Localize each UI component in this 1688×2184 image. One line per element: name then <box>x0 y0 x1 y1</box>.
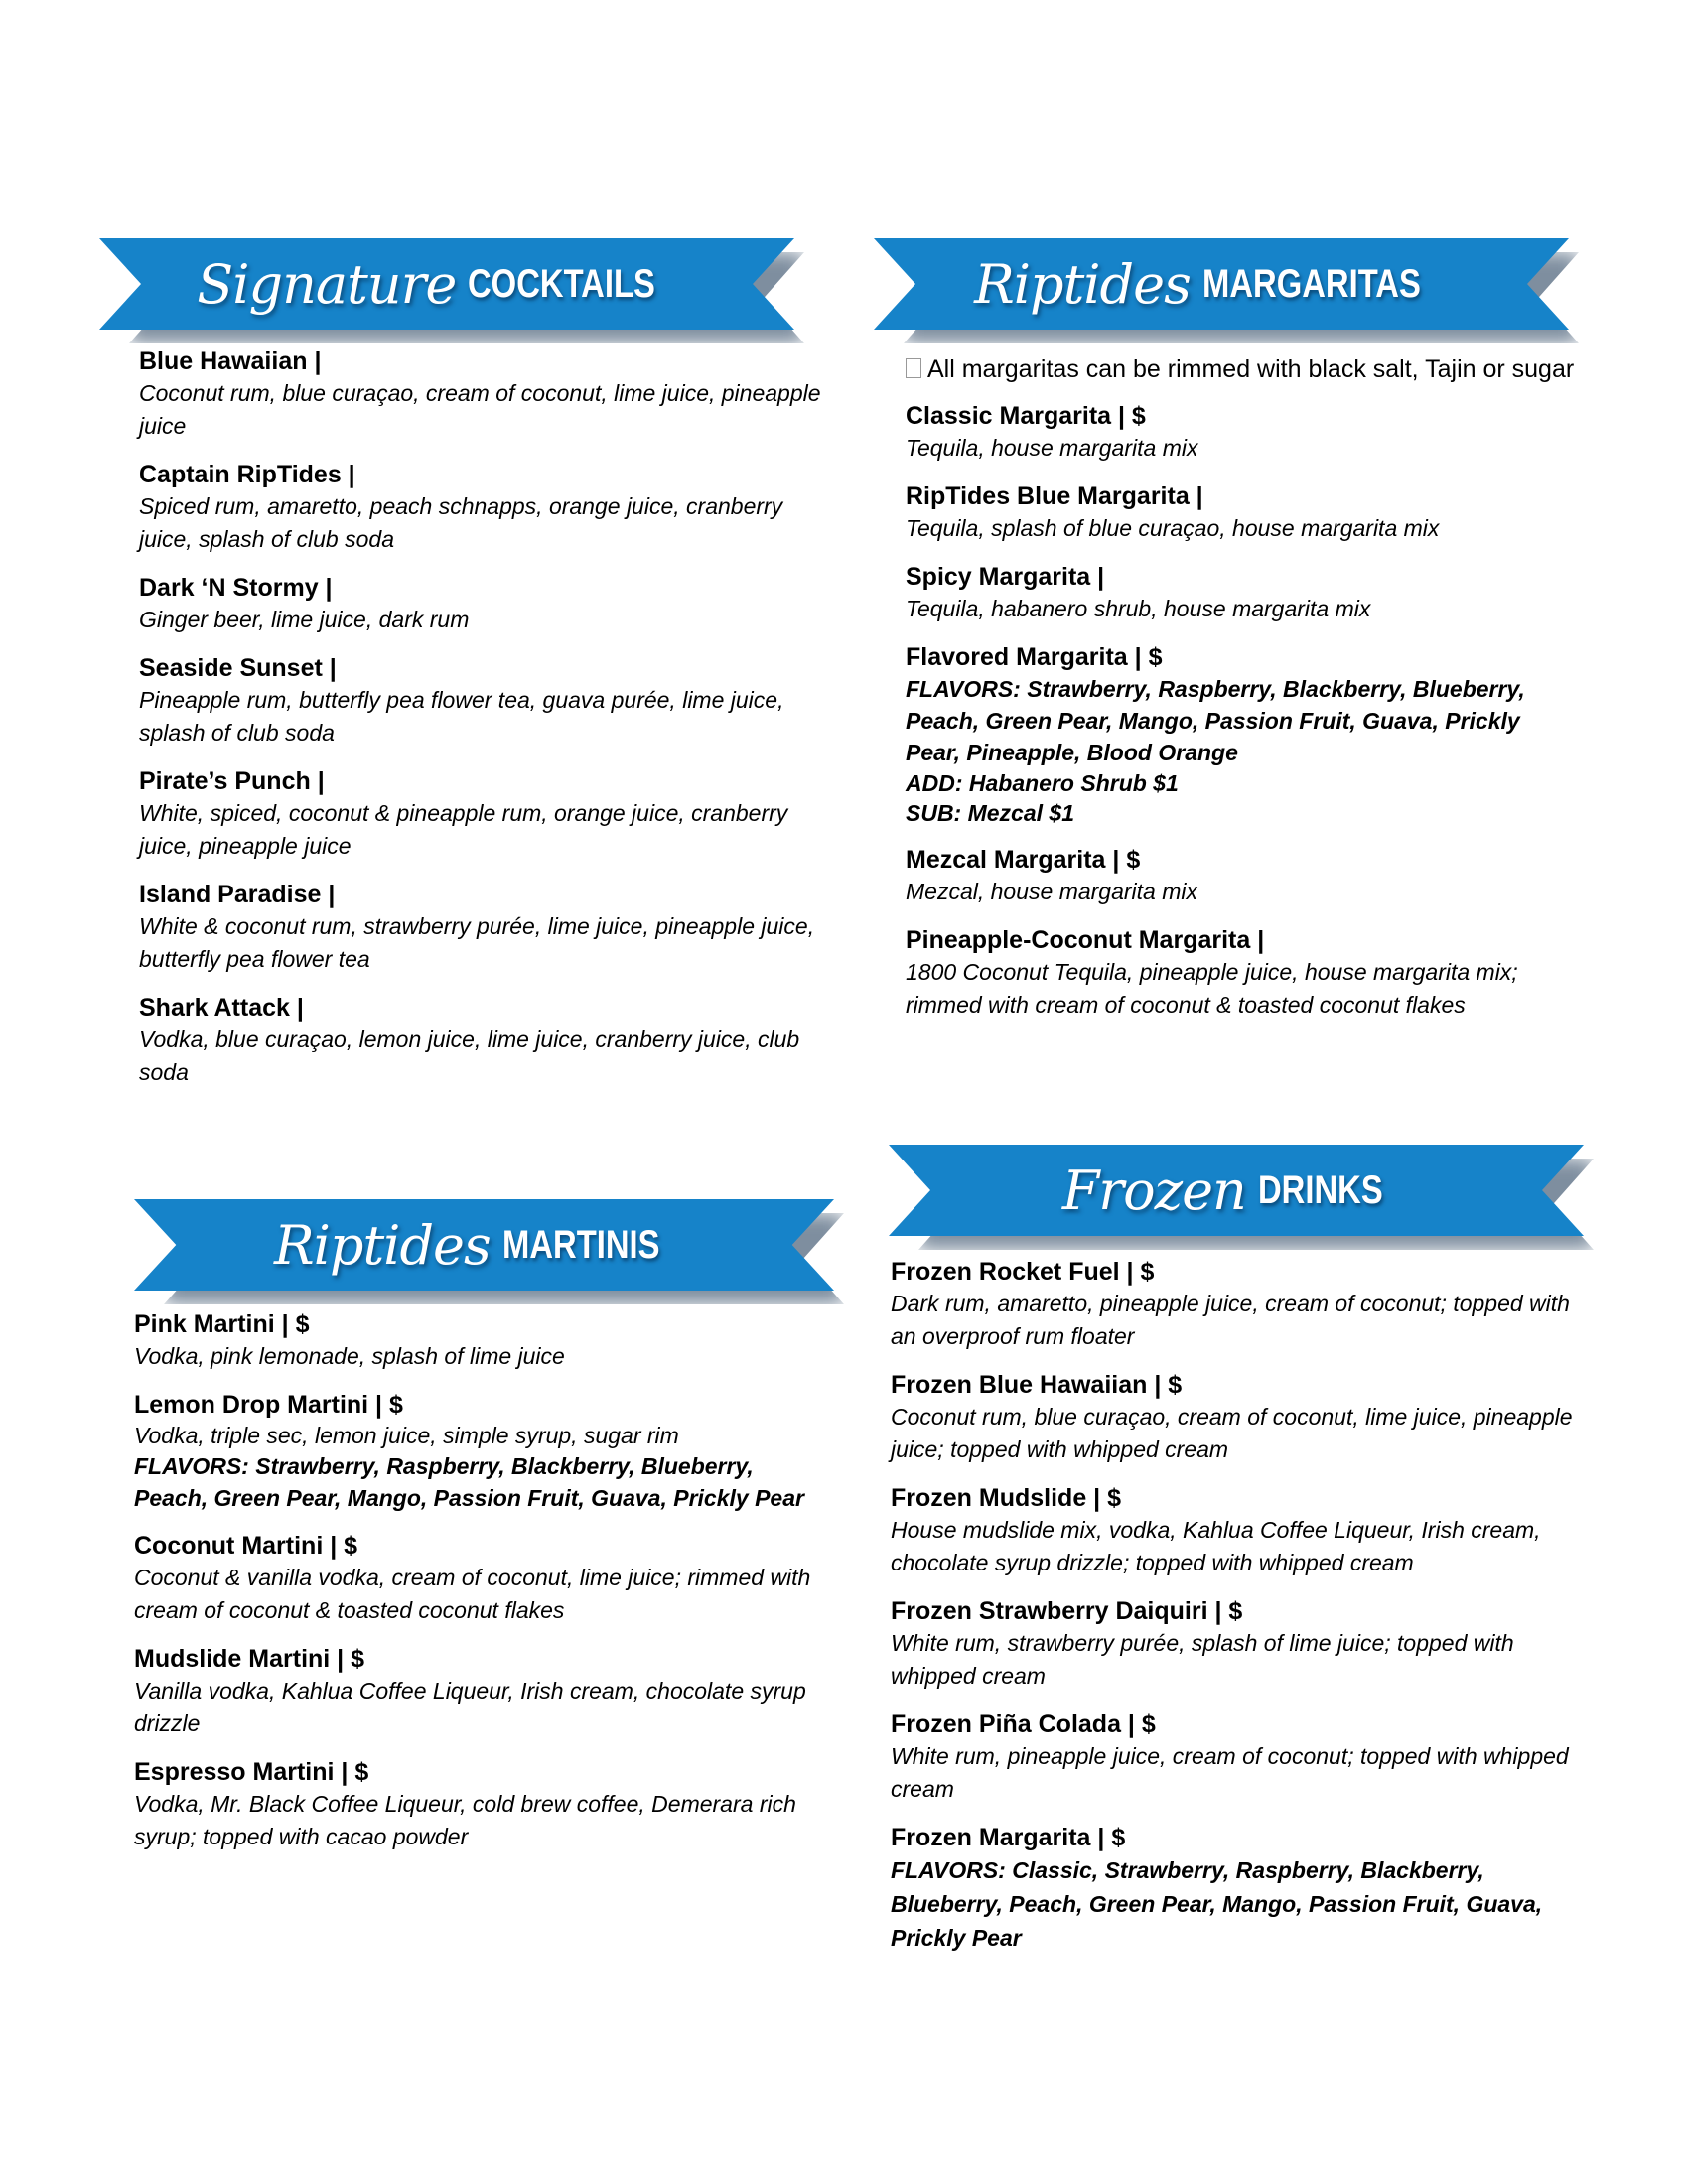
item-name: Lemon Drop Martini | $ <box>134 1391 403 1419</box>
item-desc: Coconut rum, blue curaçao, cream of coconut, lime juice, pineapple juice <box>139 380 821 439</box>
menu-item <box>891 1595 1586 1693</box>
menu-item <box>139 652 824 750</box>
section-title <box>874 238 1569 330</box>
item-name: Seaside Sunset | <box>139 654 337 682</box>
item-name: Frozen Margarita | $ <box>891 1824 1126 1851</box>
item-desc: White & coconut rum, strawberry purée, lime juice, pineapple juice, butterfly pea flower tea <box>139 913 815 972</box>
title-script: Frozen <box>1061 1159 1246 1222</box>
section-title <box>99 238 794 330</box>
item-desc: Vodka, pink lemonade, splash of lime juice <box>134 1343 565 1369</box>
menu-item <box>134 1530 829 1627</box>
item-desc: Dark rum, amaretto, pineapple juice, cream of coconut; topped with an overproof rum floater <box>891 1291 1570 1349</box>
title-caps: MARGARITAS <box>1201 261 1421 306</box>
item-desc: White rum, pineapple juice, cream of coconut; topped with whipped cream <box>891 1743 1569 1802</box>
item-name: Frozen Piña Colada | $ <box>891 1710 1156 1738</box>
menu-item <box>134 1643 829 1740</box>
item-name: Pirate’s Punch | <box>139 767 325 795</box>
item-desc: Coconut rum, blue curaçao, cream of coconut, lime juice, pineapple juice; topped with whipped cream <box>891 1404 1573 1462</box>
menu-item <box>134 1756 829 1853</box>
menu-item <box>906 924 1581 1022</box>
item-flavors: FLAVORS: Strawberry, Raspberry, Blackberry, Blueberry, Peach, Green Pear, Mango, Passion Fruit, Guava, Prickly Pear, Pineapple, Blood Orange <box>906 676 1525 765</box>
note-text: All margaritas can be rimmed with black salt, Tajin or sugar <box>927 355 1575 383</box>
item-name: Spicy Margarita | <box>906 563 1105 591</box>
item-name: Dark ‘N Stormy | <box>139 574 333 602</box>
item-flavors: FLAVORS: Classic, Strawberry, Raspberry, Blackberry, Blueberry, Peach, Green Pear, Mango, Passion Fruit, Guava, Prickly Pear <box>891 1857 1543 1951</box>
title-script: Signature <box>197 252 457 316</box>
item-name: Blue Hawaiian | <box>139 347 322 375</box>
menu-item <box>891 1256 1586 1353</box>
item-name: Frozen Strawberry Daiquiri | $ <box>891 1597 1243 1625</box>
title-caps: MARTINIS <box>501 1222 660 1267</box>
menu-item <box>891 1822 1586 1955</box>
item-desc: Coconut & vanilla vodka, cream of coconut, lime juice; rimmed with cream of coconut & toasted coconut flakes <box>134 1565 811 1623</box>
menu-item <box>906 400 1581 465</box>
missing-glyph-icon <box>906 358 921 378</box>
item-desc: Vanilla vodka, Kahlua Coffee Liqueur, Irish cream, chocolate syrup drizzle <box>134 1678 806 1736</box>
item-name: Pink Martini | $ <box>134 1310 310 1338</box>
menu-item <box>139 992 824 1089</box>
banner-riptides-margaritas <box>874 238 1569 330</box>
section-frozen-drinks <box>891 1256 1586 1971</box>
item-desc: Pineapple rum, butterfly pea flower tea, guava purée, lime juice, splash of club soda <box>139 687 784 746</box>
menu-item <box>139 572 824 636</box>
item-name: Frozen Rocket Fuel | $ <box>891 1258 1155 1286</box>
section-riptides-margaritas <box>906 353 1581 1037</box>
item-name: Coconut Martini | $ <box>134 1532 358 1560</box>
menu-item <box>891 1482 1586 1579</box>
item-name: RipTides Blue Margarita | <box>906 482 1203 510</box>
item-name: Island Paradise | <box>139 881 336 908</box>
item-desc: Mezcal, house margarita mix <box>906 879 1197 904</box>
item-desc: Vodka, blue curaçao, lemon juice, lime juice, cranberry juice, club soda <box>139 1026 800 1085</box>
item-name: Pineapple-Coconut Margarita | <box>906 926 1265 954</box>
menu-item <box>906 480 1581 545</box>
banner-riptides-martinis <box>134 1199 834 1291</box>
item-flavors: FLAVORS: Strawberry, Raspberry, Blackberry, Blueberry, Peach, Green Pear, Mango, Passion Fruit, Guava, Prickly Pear <box>134 1453 804 1511</box>
item-name: Captain RipTides | <box>139 461 355 488</box>
item-name: Classic Margarita | $ <box>906 402 1146 430</box>
menu-item <box>891 1708 1586 1806</box>
section-riptides-martinis <box>134 1308 829 1869</box>
title-script: Riptides <box>273 1213 491 1277</box>
item-desc: Tequila, splash of blue curaçao, house margarita mix <box>906 515 1440 541</box>
menu-item <box>134 1389 829 1514</box>
rim-note <box>906 353 1581 386</box>
item-name: Mezcal Margarita | $ <box>906 846 1141 874</box>
item-desc: White rum, strawberry purée, splash of lime juice; topped with whipped cream <box>891 1630 1514 1689</box>
menu-item <box>134 1308 829 1373</box>
section-signature-cocktails <box>139 345 824 1105</box>
menu-item <box>139 345 824 443</box>
title-caps: COCKTAILS <box>468 261 656 306</box>
item-add-on: ADD: Habanero Shrub $1 <box>906 770 1179 796</box>
banner-signature-cocktails <box>99 238 794 330</box>
section-title <box>134 1199 834 1291</box>
item-name: Frozen Blue Hawaiian | $ <box>891 1371 1183 1399</box>
item-name: Shark Attack | <box>139 994 304 1022</box>
item-name: Mudslide Martini | $ <box>134 1645 365 1673</box>
section-title <box>889 1145 1584 1236</box>
item-substitution: SUB: Mezcal $1 <box>906 800 1075 826</box>
item-desc: Ginger beer, lime juice, dark rum <box>139 607 470 632</box>
menu-item <box>906 561 1581 625</box>
item-name: Flavored Margarita | $ <box>906 643 1163 671</box>
item-desc: Tequila, house margarita mix <box>906 435 1198 461</box>
menu-item <box>139 765 824 863</box>
item-name: Espresso Martini | $ <box>134 1758 369 1786</box>
item-desc: 1800 Coconut Tequila, pineapple juice, house margarita mix; rimmed with cream of coconut & toasted coconut flakes <box>906 959 1518 1018</box>
item-desc: Spiced rum, amaretto, peach schnapps, orange juice, cranberry juice, splash of club soda <box>139 493 783 552</box>
item-desc: Tequila, habanero shrub, house margarita mix <box>906 596 1371 621</box>
banner-frozen-drinks <box>889 1145 1584 1236</box>
title-script: Riptides <box>974 252 1191 316</box>
item-desc: Vodka, triple sec, lemon juice, simple syrup, sugar rim <box>134 1423 679 1448</box>
item-desc: Vodka, Mr. Black Coffee Liqueur, cold brew coffee, Demerara rich syrup; topped with cacao powder <box>134 1791 796 1849</box>
title-caps: DRINKS <box>1257 1167 1383 1212</box>
menu-item <box>906 641 1581 828</box>
item-desc: House mudslide mix, vodka, Kahlua Coffee Liqueur, Irish cream, chocolate syrup drizzle; topped with whipped cream <box>891 1517 1541 1575</box>
item-name: Frozen Mudslide | $ <box>891 1484 1122 1512</box>
menu-item <box>139 879 824 976</box>
menu-item <box>906 844 1581 908</box>
item-desc: White, spiced, coconut & pineapple rum, orange juice, cranberry juice, pineapple juice <box>139 800 788 859</box>
menu-item <box>891 1369 1586 1466</box>
menu-item <box>139 459 824 556</box>
